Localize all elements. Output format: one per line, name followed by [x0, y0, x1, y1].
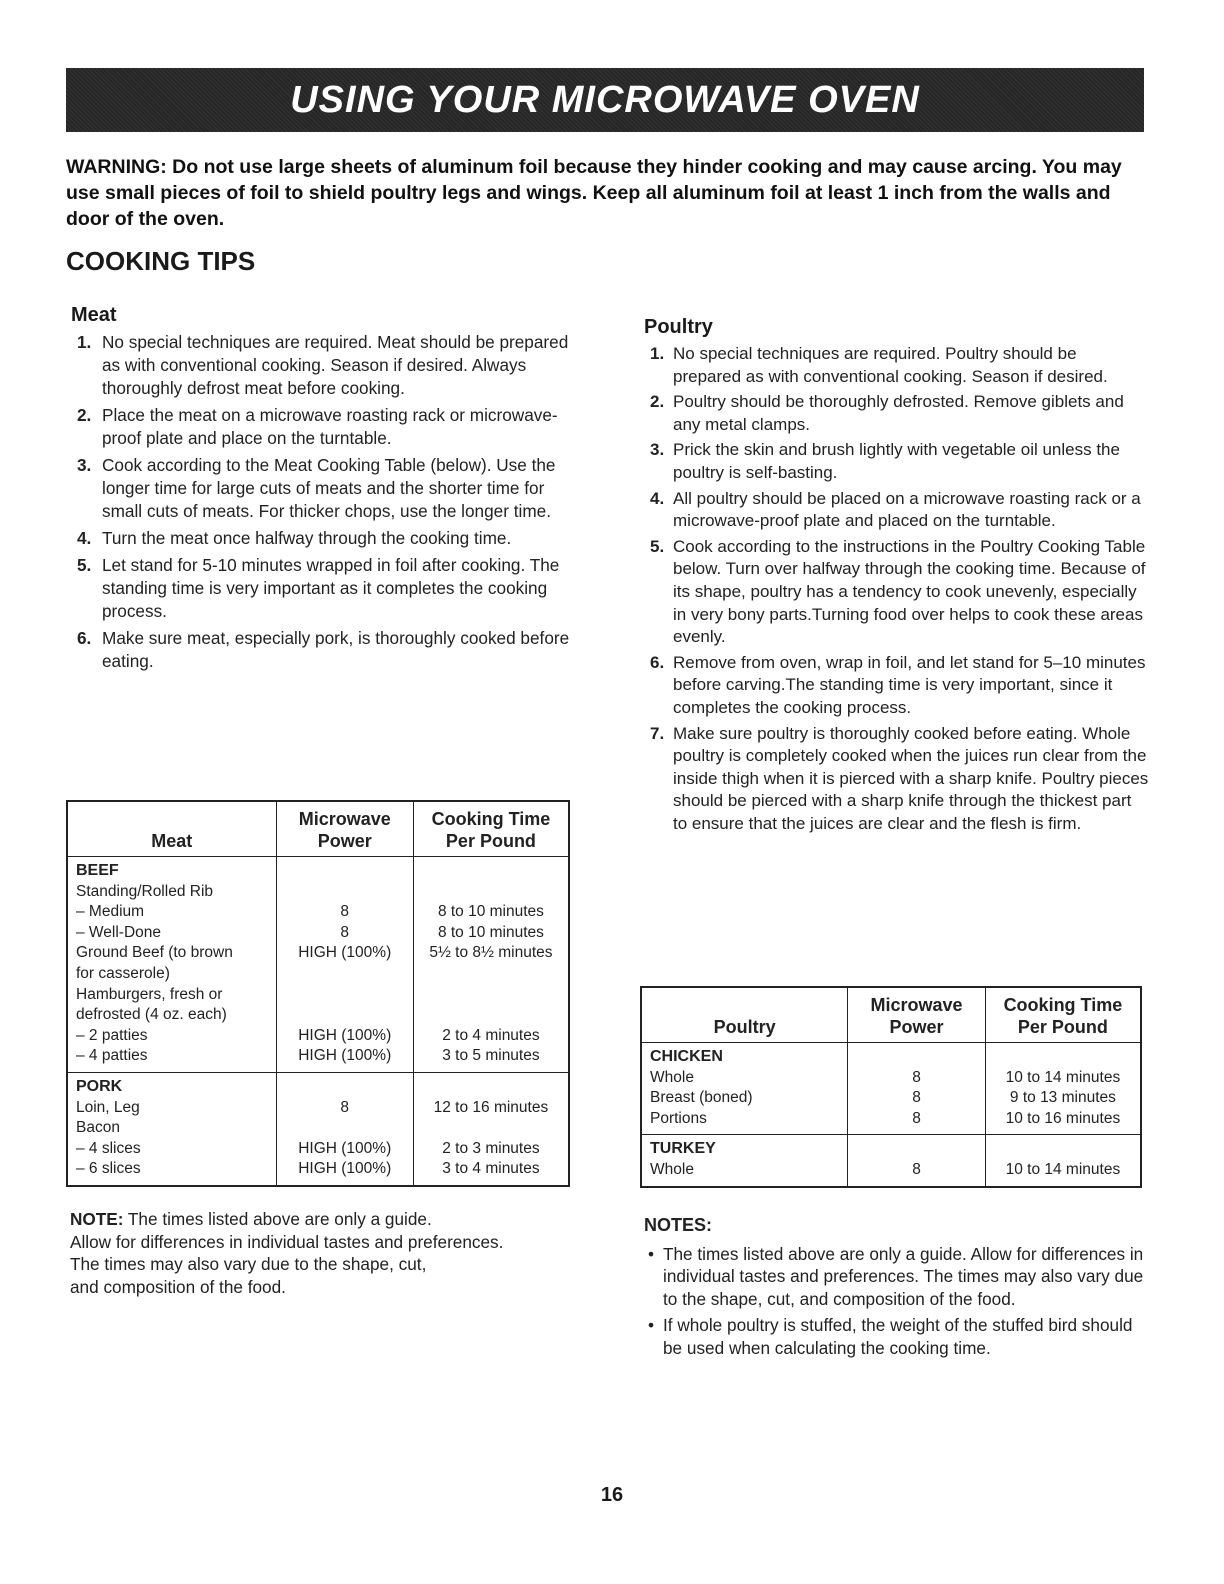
column-header: Poultry — [641, 987, 848, 1043]
column-header: Meat — [67, 801, 276, 857]
table-row: BEEF Standing/Rolled Rib – Medium – Well-Done Ground Beef (to brown for casserole) Hamburgers, fresh or defrosted (4 oz. each) – 2 patties – 4 patties 8 8 HIGH (100%) HIGH (100%) HIGH (100%) 8 to 10 minutes 8 to 10 minutes 5½ to 8½ minutes 2 to 4 minutes 3 to 5 minutes — [67, 857, 569, 1073]
poultry-title: Poultry — [644, 316, 713, 338]
meat-title: Meat — [71, 304, 117, 326]
list-item: 1. No special techniques are required. Meat should be prepared as with conventional cooking. Season if desired. Always thoroughly defrost meat before cooking. — [77, 332, 569, 398]
group-label: CHICKEN — [650, 1048, 723, 1065]
list-item: • The times listed above are only a guide. Allow for differences in individual tastes and preferences. The times may also vary due to the shape, cut, and composition of the food. — [644, 1243, 1149, 1311]
group-label: TURKEY — [650, 1140, 716, 1158]
meat-cooking-table — [66, 800, 570, 1187]
list-item: 6. Make sure meat, especially pork, is thoroughly cooked before eating. — [77, 628, 570, 671]
column-header: Microwave Power — [276, 801, 413, 857]
list-item: 3. Prick the skin and brush lightly with vegetable oil unless the poultry is self-basting. — [650, 440, 1120, 482]
list-item: 5. Cook according to the instructions in the Poultry Cooking Table below. Turn over halfway through the cooking time. Because of its shape, poultry has a tendency to cook unevenly, especially in very bony parts.Turning food over helps to cook these areas evenly. — [650, 536, 1146, 647]
notes-title: NOTES: — [644, 1215, 713, 1235]
section-title: COOKING TIPS — [66, 246, 256, 276]
poultry-notes — [644, 1214, 1149, 1364]
meat-section — [66, 304, 576, 677]
foil-warning: WARNING: Do not use large sheets of aluminum foil because they hinder cooking and may cause arcing. You may use small pieces of foil to shield poultry legs and wings. Keep all aluminum foil at least 1 inch from the walls and door of the oven. — [66, 156, 1122, 230]
poultry-cooking-table — [640, 986, 1142, 1188]
list-item: 6. Remove from oven, wrap in foil, and let stand for 5–10 minutes before carving.The standing time is very important, since it completes the cooking process. — [650, 652, 1146, 717]
page-banner — [66, 68, 1144, 132]
page-number: 16 — [600, 1484, 624, 1506]
column-header: Cooking Time Per Pound — [985, 987, 1141, 1043]
list-item: 3. Cook according to the Meat Cooking Table (below). Use the longer time for large cuts of meats and the shorter time for small cuts of meats. For thicker chops, use the longer time. — [77, 455, 556, 521]
list-item: • If whole poultry is stuffed, the weight of the stuffed bird should be used when calculating the cooking time. — [644, 1314, 1149, 1359]
group-label: PORK — [76, 1077, 123, 1095]
list-item: 4. All poultry should be placed on a microwave roasting rack or a microwave-proof plate and placed on the turntable. — [650, 488, 1141, 531]
poultry-steps — [644, 343, 1149, 835]
column-header: Cooking Time Per Pound — [413, 801, 569, 857]
table-row: PORK Loin, Leg Bacon – 4 slices – 6 slices 8 HIGH (100%) HIGH (100%) 12 to 16 minutes 2 to 3 minutes 3 to 4 minutes — [67, 1072, 569, 1185]
group-label: BEEF — [76, 862, 119, 879]
meat-note: NOTE: The times listed above are only a guide. Allow for differences in individual tastes and preferences. The times may also vary due to the shape, cut, and composition of the food. — [70, 1209, 504, 1297]
list-item: 1. No special techniques are required. Poultry should be prepared as with conventional cooking. Season if desired. — [650, 344, 1108, 386]
list-item: 4. Turn the meat once halfway through the cooking time. — [77, 528, 512, 548]
list-item: 7. Make sure poultry is thoroughly cooked before eating. Whole poultry is completely cooked when the juices run clear from the inside thigh when it is pierced with a sharp knife. Poultry pieces should be pierced with a sharp knife through the thickest part to ensure that the juices are clear and the flesh is firm. — [650, 723, 1149, 833]
meat-steps — [66, 331, 576, 673]
table-row: CHICKEN Whole Breast (boned) Portions 8 8 8 10 to 14 minutes 9 to 13 minutes 10 to 16 minutes — [641, 1043, 1141, 1135]
table-header-row — [67, 801, 569, 857]
list-item: 5. Let stand for 5-10 minutes wrapped in foil after cooking. The standing time is very important as it completes the cooking process. — [77, 555, 560, 621]
table-row: TURKEY Whole 8 10 to 14 minutes — [641, 1135, 1141, 1187]
banner-title: USING YOUR MICROWAVE OVEN — [290, 78, 920, 121]
list-item: 2. Poultry should be thoroughly defrosted. Remove giblets and any metal clamps. — [650, 392, 1124, 434]
column-header: Microwave Power — [848, 987, 986, 1043]
list-item: 2. Place the meat on a microwave roasting rack or microwave-proof plate and place on the turntable. — [77, 405, 558, 448]
poultry-section — [644, 316, 1149, 838]
table-header-row — [641, 987, 1141, 1043]
